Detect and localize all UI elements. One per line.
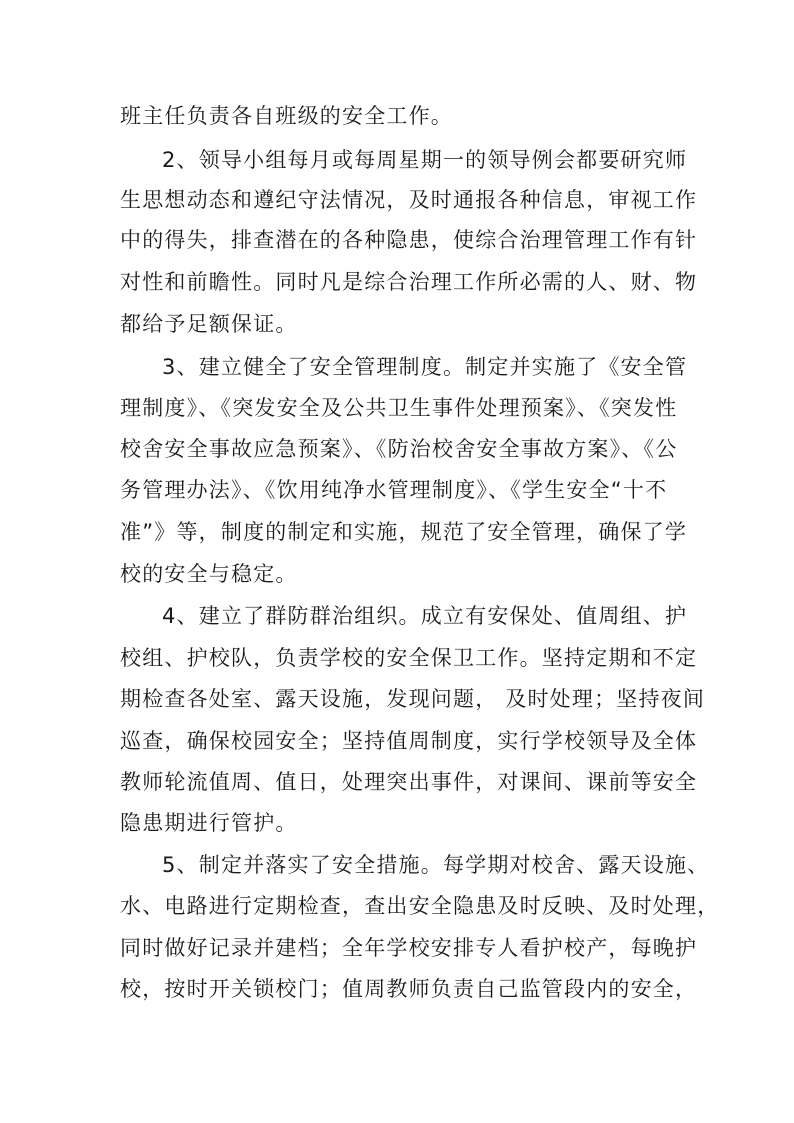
- text-line: 生思想动态和遵纪守法情况，及时通报各种信息，审视工作: [120, 188, 698, 212]
- text-line: 隐患期进行管护。: [120, 811, 298, 835]
- text-line: 教师轮流值周、值日，处理突出事件，对课间、课前等安全: [120, 770, 698, 794]
- text-line: 水、电路进行定期检查，查出安全隐患及时反映、及时处理，: [120, 894, 720, 918]
- text-line: 校，按时开关锁校门；值周教师负责自己监管段内的安全，: [120, 977, 698, 1001]
- text-line: 同时做好记录并建档；全年学校安排专人看护校产，每晚护: [120, 936, 698, 960]
- text-line: 校舍安全事故应急预案》、《防治校舍安全事故方案》、《公: [120, 437, 678, 461]
- text-line: 班主任负责各自班级的安全工作。: [120, 104, 453, 128]
- paragraph-2-start: 2、领导小组每月或每周星期一的领导例会都要研究师: [162, 148, 688, 172]
- text-line: 校的安全与稳定。: [120, 562, 298, 586]
- paragraph-5-start: 5、制定并落实了安全措施。每学期对校舍、露天设施、: [162, 853, 710, 877]
- text-line: 校组、护校队，负责学校的安全保卫工作。坚持定期和不定: [120, 646, 698, 670]
- text-line: 务管理办法》、《饮用纯净水管理制度》、《学生安全“十不: [120, 478, 668, 502]
- text-line: 都给予足额保证。: [120, 312, 298, 336]
- text-line: 理制度》、《突发安全及公共卫生事件处理预案》、《突发性: [120, 396, 678, 420]
- text-line: 巡查，确保校园安全；坚持值周制度，实行学校领导及全体: [120, 729, 698, 753]
- text-line: 中的得失，排查潜在的各种隐患，使综合治理管理工作有针: [120, 228, 698, 252]
- paragraph-3-start: 3、建立健全了安全管理制度。制定并实施了《安全管: [162, 355, 688, 379]
- text-line: 期检查各处室、露天设施，发现问题， 及时处理；坚持夜间: [120, 687, 706, 711]
- paragraph-4-start: 4、建立了群防群治组织。成立有安保处、值周组、护: [162, 604, 688, 628]
- text-line: 对性和前瞻性。同时凡是综合治理工作所必需的人、财、物: [120, 270, 698, 294]
- text-line: 准”》等，制度的制定和实施，规范了安全管理，确保了学: [120, 520, 688, 544]
